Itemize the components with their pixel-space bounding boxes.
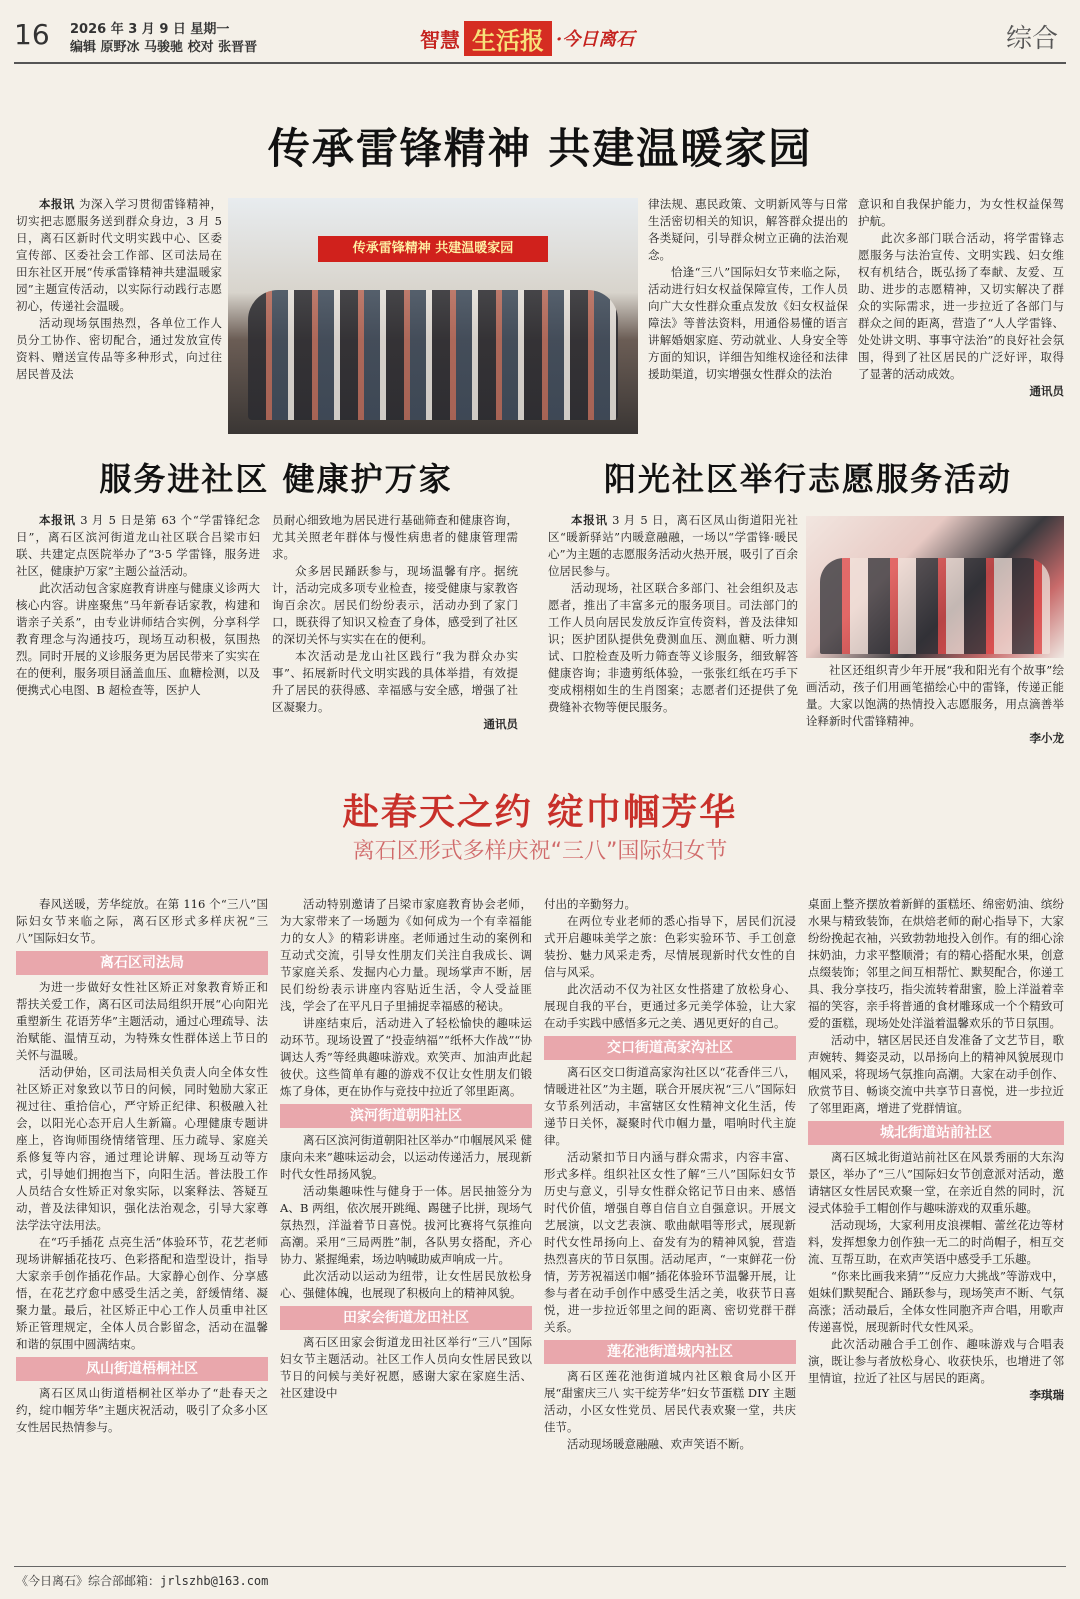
- section-header-1: 离石区司法局: [16, 951, 268, 975]
- feature-col1: [16, 896, 268, 1548]
- section-header-5: 交口街道高家沟社区: [544, 1036, 796, 1060]
- brand-name: 生活报: [464, 21, 552, 56]
- feature-col4: [808, 896, 1064, 1548]
- article3-p1: 3 月 5 日，离石区凤山街道阳光社区“暖新驿站”内暖意融融，一场以“学雷锋·暖民心”为主题的志愿服务活动火热开展，吸引了百余位居民参与。: [548, 513, 798, 578]
- article1-lead: 本报讯: [39, 197, 75, 211]
- feature-c3c-p1: 离石区莲花池街道城内社区粮食局小区开展“甜蜜庆三八 实干绽芳华”妇女节蛋糕 DIY 主题活动，小区女性党员、居民代表欢聚一堂，共庆佳节。: [544, 1369, 796, 1434]
- article1-col3: [858, 196, 1064, 434]
- feature-c2-p2: 讲座结束后，活动进入了轻松愉快的趣味运动环节。现场设置了“投壶纳福”“纸杯大作战”“协调达人秀”等经典趣味游戏。欢笑声、加油声此起彼伏。这些简单有趣的游戏不仅让女性朋友们锻炼了身体，更在协作与竞技中拉近了邻里距离。: [280, 1016, 532, 1098]
- photo-figures: [820, 558, 1050, 654]
- article1-photo: [228, 198, 638, 434]
- footer-rule: [14, 1566, 1066, 1567]
- section-header-6: 莲花池街道城内社区: [544, 1340, 796, 1364]
- article1-p2: 活动现场氛围热烈，各单位工作人员分工协作、密切配合，通过发放宣传资料、赠送宣传品等多种形式，向过往居民普及法: [16, 316, 222, 381]
- feature-c2-p1: 活动特别邀请了吕梁市家庭教育协会老师，为大家带来了一场题为《如何成为一个有幸福能力的女人》的精彩讲座。老师通过生动的案例和互动式交流，引导女性朋友们关注自我成长、调节家庭关系、发掘内心力量。现场掌声不断，居民们纷纷表示讲座内容贴近生活，令人受益匪浅，学会了在平凡日子里捕捉幸福感的秘诀。: [280, 897, 532, 1013]
- feature-c1-p1: 为进一步做好女性社区矫正对象教育矫正和帮扶关爱工作，离石区司法局组织开展“心向阳光 重塑新生 花语芳华”主题活动，通过心理疏导、法治赋能、温情互动，为特殊女性群体送上节日的关怀与温暖。: [16, 980, 268, 1062]
- article1-p4: 恰逢“三八”国际妇女节来临之际，活动进行妇女权益保障宣传，工作人员向广大女性群众重点发放《妇女权益保障法》等普法资料，用通俗易懂的语言讲解婚姻家庭、劳动就业、人身安全等方面的知识，详细告知维权途径和法律援助渠道，切实增强女性群众的法治: [648, 265, 848, 381]
- article3-p3: 社区还组织青少年开展“我和阳光有个故事”绘画活动，孩子们用画笔描绘心中的雷锋，传递正能量。大家以饱满的热情投入志愿服务，用点滴善举诠释新时代雷锋精神。: [806, 663, 1064, 728]
- date-line: 2026 年 3 月 9 日 星期一: [70, 22, 230, 37]
- article2-p4: 众多居民踊跃参与，现场温馨有序。据统计，活动完成多项专业检查，接受健康与家教咨询百余次。居民们纷纷表示，活动办到了家门口，既获得了知识又检查了身体，感受到了社区的深切关怀与实实在在的便利。: [272, 564, 518, 646]
- section-label: 综合: [1005, 24, 1058, 54]
- photo-banner: 传承雷锋精神 共建温暖家园: [318, 236, 548, 262]
- article3-signature: 李小龙: [1029, 731, 1064, 745]
- article2-p3: 员耐心细致地为居民进行基础筛查和健康咨询，尤其关照老年群体与慢性病患者的健康管理需求。: [272, 513, 518, 561]
- section-header-2: 凤山街道梧桐社区: [16, 1357, 268, 1381]
- article1-col2: [648, 196, 848, 434]
- photo-crowd: [248, 290, 618, 420]
- feature-c4b-p1: 离石区城北街道站前社区在风景秀丽的大东沟景区，举办了“三八”国际妇女节创意派对活动，邀请辖区女性居民欢聚一堂，在亲近自然的同时，沉浸式体验手工帽创作与趣味游戏的双重乐趣。: [808, 1150, 1064, 1215]
- article1-p5: 意识和自我保护能力，为女性权益保驾护航。: [858, 197, 1064, 228]
- masthead: [420, 20, 634, 56]
- feature-c1b-p1: 离石区凤山街道梧桐社区举办了“赴春天之约，绽巾帼芳华”主题庆祝活动，吸引了众多小区女性居民热情参与。: [16, 1386, 268, 1434]
- brand-prefix: 智慧: [420, 27, 460, 52]
- article2-p1: 3 月 5 日是第 63 个“学雷锋纪念日”，离石区滨河街道龙山社区联合吕梁市妇联、共建定点医院举办了“3·5 学雷锋，服务进社区，健康护万家”主题公益活动。: [16, 513, 260, 578]
- feature-c4-p2: 活动中，辖区居民还自发准备了文艺节目，歌声婉转、舞姿灵动，以昂扬向上的精神风貌展现巾帼风采，将现场气氛推向高潮。大家在动手创作、欣赏节目、畅谈交流中共享节日喜悦，进一步拉近了邻里距离，增进了党群情谊。: [808, 1033, 1064, 1115]
- article3-col1: [548, 512, 798, 750]
- feature-c3c-p2: 活动现场暖意融融、欢声笑语不断。: [567, 1437, 751, 1451]
- feature-c3b-p1: 离石区交口街道高家沟社区以“花香伴三八，情暖进社区”为主题，联合开展庆祝“三八”国际妇女节系列活动，丰富辖区女性精神文化生活，传递节日关怀，凝聚时代巾帼力量，唱响时代主旋律。: [544, 1065, 796, 1147]
- section-header-3: 滨河街道朝阳社区: [280, 1104, 532, 1128]
- article1-col1: [16, 196, 222, 434]
- article2-p5: 本次活动是龙山社区践行“我为群众办实事”、拓展新时代文明实践的具体举措，有效提升了居民的获得感、幸福感与安全感，增强了社区凝聚力。: [272, 649, 518, 714]
- article2-p2: 此次活动包含家庭教育讲座与健康义诊两大核心内容。讲座聚焦“马年新春话家教，构建和谐亲子关系”，由专业讲师结合实例，分享科学教育理念与沟通技巧，现场互动积极，氛围热烈。同时开展的义诊服务更为居民带来了实实在在的便利，服务项目涵盖血压、血糖检测，以及便携式心电图、B 超检查等，医护人: [16, 581, 260, 697]
- article2-lead: 本报讯: [39, 513, 76, 527]
- feature-col2: [280, 896, 532, 1548]
- article3-col2: [806, 662, 1064, 750]
- header-rule: [14, 62, 1066, 64]
- feature-c2c-p1: 离石区田家会街道龙田社区举行“三八”国际妇女节主题活动。社区工作人员向女性居民致以节日的问候与美好祝愿，感谢大家在家庭生活、社区建设中: [280, 1335, 532, 1400]
- article3-lead: 本报讯: [571, 513, 608, 527]
- article1-p6: 此次多部门联合活动，将学雷锋志愿服务与法治宣传、文明实践、妇女维权有机结合，既弘扬了奉献、友爱、互助、进步的志愿精神，又切实解决了群众的实际需求，进一步拉近了各部门与群众之间的距离，营造了“人人学雷锋、处处讲文明、事事守法治”的良好社会氛围，得到了社区居民的广泛好评，取得了显著的活动成效。: [858, 231, 1064, 381]
- feature-c4-p1: 桌面上整齐摆放着新鲜的蛋糕坯、绵密奶油、缤纷水果与精致装饰，在烘焙老师的耐心指导下，大家纷纷挽起衣袖，兴致勃勃地投入创作。有的细心涂抹奶油，力求平整顺滑；有的精心搭配水果，创意点缀装饰；邻里之间互相帮忙、默契配合，你递工具、我分享技巧，指尖流转着甜蜜，脸上洋溢着幸福的笑容，亲手将普通的食材雕琢成一个个精致可爱的蛋糕，现场处处洋溢着温馨欢乐的节日氛围。: [808, 897, 1064, 1030]
- article1-p1: 为深入学习贯彻雷锋精神，切实把志愿服务送到群众身边，3 月 5 日，离石区新时代文明实践中心、区委宣传部、区委社会工作部、区司法局在田东社区开展“传承雷锋精神共建温暖家园”主题宣传活动，以实际行动践行志愿初心，传递社会温暖。: [16, 197, 222, 313]
- feature-c2b-p1: 离石区滨河街道朝阳社区举办“巾帼展风采 健康向未来”趣味运动会，以运动传递活力，展现新时代女性昂扬风貌。: [280, 1133, 532, 1181]
- article2-col1: [16, 512, 260, 750]
- feature-c4b-p3: “你来比画我来猜”“反应力大挑战”等游戏中，姐妹们默契配合、踊跃参与，现场笑声不断、气氛高涨；活动最后，全体女性同胞齐声合唱，用歌声传递喜悦，展现新时代女性风采。: [808, 1269, 1064, 1334]
- feature-c1-p3: 在“巧手插花 点亮生活”体验环节，花艺老师现场讲解插花技巧、色彩搭配和造型设计，指导大家亲手创作插花作品。大家静心创作、分享感悟，在花艺疗愈中感受生活之美，舒缓情绪、凝聚力量。最后，社区矫正中心工作人员重申社区矫正管理规定，全体人员合影留念，活动在温馨和谐的氛围中圆满结束。: [16, 1235, 268, 1351]
- brand-suffix: ·今日离石: [556, 29, 635, 50]
- feature-subtitle: 离石区形式多样庆祝“三八”国际妇女节: [352, 839, 728, 864]
- feature-c3-p2: 在两位专业老师的悉心指导下，居民们沉浸式开启趣味美学之旅：色彩实验环节、手工创意装扮、魅力风采走秀，尽情展现新时代女性的自信与风采。: [544, 914, 796, 979]
- feature-col3: [544, 896, 796, 1548]
- feature-c2b-p2: 活动集趣味性与健身于一体。居民抽签分为 A、B 两组，依次展开跳绳、踢毽子比拼，现场气氛热烈，洋溢着节日喜悦。拔河比赛将气氛推向高潮。采用“三局两胜”制，各队男女搭配，齐心协力、紧握绳索，场边呐喊助威声响成一片。: [280, 1184, 532, 1266]
- feature-c4b-p2: 活动现场，大家利用皮浪裸帽、蕾丝花边等材料，发挥想象力创作独一无二的时尚帽子，相互交流、互帮互助，在欢声笑语中感受手工乐趣。: [808, 1218, 1064, 1266]
- feature-intro: 春风送暖，芳华绽放。在第 116 个“三八”国际妇女节来临之际，离石区形式多样庆祝“三八”国际妇女节。: [16, 897, 268, 945]
- feature-c3b-p2: 活动紧扣节日内涵与群众需求，内容丰富、形式多样。组织社区女性了解“三八”国际妇女节历史与意义，引导女性群众铭记节日由来、感悟时代价值，增强自尊自信自立自强意识。开展文艺展演，以文艺表演、歌曲献唱等形式，展现新时代女性昂扬向上、奋发有为的精神风貌，营造热烈喜庆的节日氛围。活动尾声，“一束鲜花一份情，芳芳祝福送巾帼”插花体验环节温馨开展，让参与者在动手创作中感受生活之美，收获节日喜悦，进一步拉近邻里之间的距离、密切党群干群关系。: [544, 1150, 796, 1334]
- editors-line: 编辑 原野冰 马骏驰 校对 张晋晋: [70, 40, 258, 55]
- article2-signature: 通讯员: [483, 717, 518, 731]
- article1-p3: 律法规、惠民政策、文明新风等与日常生活密切相关的知识，解答群众提出的各类疑问，引导群众树立正确的法治观念。: [648, 197, 848, 262]
- feature-c3-p1: 付出的辛勤努力。: [544, 897, 636, 911]
- article2-col2: [272, 512, 518, 750]
- article1-signature: 通讯员: [1029, 384, 1064, 398]
- feature-c4b-p4: 此次活动融合手工创作、趣味游戏与合唱表演，既让参与者放松身心、收获快乐，也增进了邻里情谊，拉近了社区与居民的距离。: [808, 1337, 1064, 1385]
- article3-title: 阳光社区举行志愿服务活动: [603, 460, 1012, 498]
- feature-signature: 李琪瑞: [1029, 1388, 1064, 1402]
- article3-p2: 活动现场，社区联合多部门、社会组织及志愿者，推出了丰富多元的服务项目。司法部门的工作人员向居民发放反诈宣传资料，普及法律知识；医护团队提供免费测血压、测血糖、听力测试、口腔检查及听力筛查等义诊服务，细致解答健康咨询；非遗剪纸体验，一张张红纸在巧手下变成栩栩如生的生肖图案；志愿者们还提供了免费缝补衣物等便民服务。: [548, 581, 798, 714]
- article3-photo: [806, 516, 1064, 658]
- section-header-7: 城北街道站前社区: [808, 1121, 1064, 1145]
- feature-c2b-p3: 此次活动以运动为纽带，让女性居民放松身心、强健体魄，也展现了积极向上的精神风貌。: [280, 1269, 532, 1300]
- footer-email: 《今日离石》综合部邮箱：jrlszhb@163.com: [16, 1574, 269, 1588]
- feature-c3-p3: 此次活动不仅为社区女性搭建了放松身心、展现自我的平台，更通过多元美学体验，让大家在动手实践中感悟多元之美、遇见更好的自己。: [544, 982, 796, 1030]
- article2-title: 服务进社区 健康护万家: [99, 460, 453, 498]
- feature-title: 赴春天之约 绽巾帼芳华: [342, 791, 738, 833]
- section-header-4: 田家会街道龙田社区: [280, 1306, 532, 1330]
- feature-c1-p2: 活动伊始，区司法局相关负责人向全体女性社区矫正对象致以节日的问候，同时勉励大家正视过往、重拾信心，严守矫正纪律、积极融入社会，以阳光心态开启人生新篇。心理健康专题讲座上，咨询师围绕情绪管理、压力疏导、家庭关系修复等内容，通过理论讲解、现场互动等方式，引导她们拥抱当下，向阳生活。普法股工作人员结合女性矫正对象实际，以案释法、答疑互动，普及法律知识，强化法治观念，引导大家尊法学法守法用法。: [16, 1065, 268, 1232]
- page-number: 16: [14, 18, 50, 51]
- article1-title: 传承雷锋精神 共建温暖家园: [267, 124, 813, 173]
